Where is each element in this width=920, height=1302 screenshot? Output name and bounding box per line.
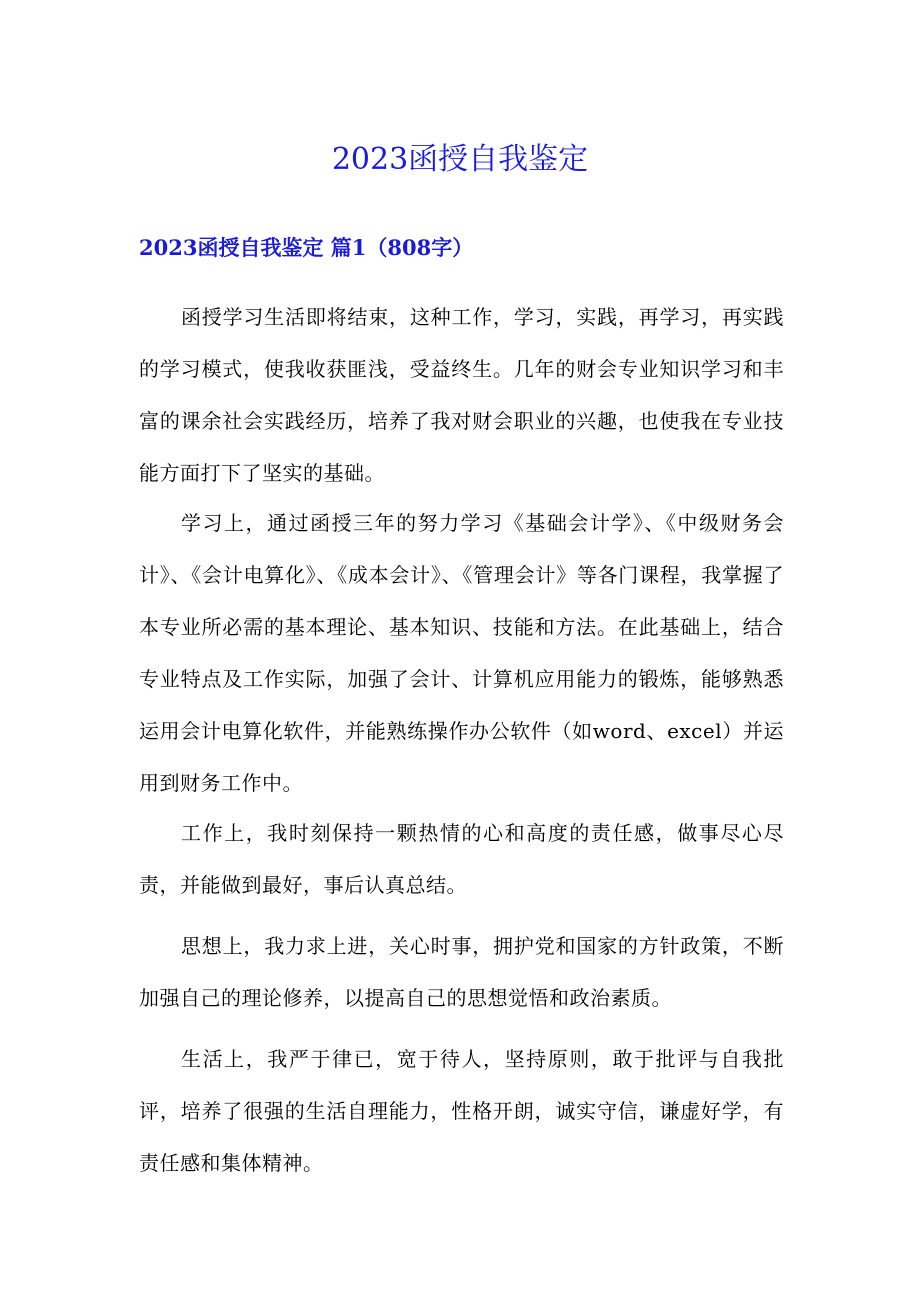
- section-heading: 2023函授自我鉴定 篇1（808字）: [139, 235, 474, 260]
- paragraph-intro: 函授学习生活即将结束，这种工作，学习，实践，再学习，再实践的学习模式，使我收获匪浅，受益终生。几年的财会专业知识学习和丰富的课余社会实践经历，培养了我对财会职业的兴趣，也使我在专业技能方面打下了坚实的基础。: [139, 305, 784, 485]
- paragraph-ideology: 思想上，我力求上进，关心时事，拥护党和国家的方针政策，不断加强自己的理论修养，以提高自己的思想觉悟和政治素质。: [139, 934, 784, 1010]
- paragraph-study: 学习上，通过函授三年的努力学习《基础会计学》、《中级财务会计》、《会计电算化》、《成本会计》、《管理会计》等各门课程，我掌握了本专业所必需的基本理论、基本知识、技能和方法。在此基础上，结合专业特点及工作实际，加强了会计、计算机应用能力的锻炼，能够熟悉运用会计电算化软件，并能熟练操作办公软件（如word、excel）并运用到财务工作中。: [139, 511, 784, 795]
- paragraph-work: 工作上，我时刻保持一颗热情的心和高度的责任感，做事尽心尽责，并能做到最好，事后认真总结。: [139, 821, 784, 897]
- document-title: 2023函授自我鉴定: [331, 142, 589, 177]
- paragraph-life: 生活上，我严于律已，宽于待人，坚持原则，敢于批评与自我批评，培养了很强的生活自理能力，性格开朗，诚实守信，谦虚好学，有责任感和集体精神。: [139, 1047, 784, 1175]
